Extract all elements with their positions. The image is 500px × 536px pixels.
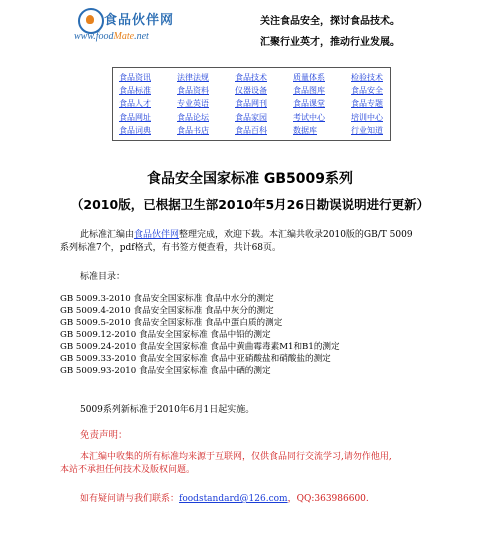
nav-link[interactable]: 仪器设备 (235, 86, 267, 96)
logo-url-mate: Mate (113, 31, 135, 42)
nav-link[interactable]: 考试中心 (293, 112, 325, 122)
standard-item: GB 5009.5-2010 食品安全国家标准 食品中蛋白质的测定 (60, 318, 283, 328)
nav-link[interactable]: 食品论坛 (177, 112, 209, 122)
nav-link[interactable]: 法律法规 (177, 73, 209, 82)
standard-item: GB 5009.3-2010 食品安全国家标准 食品中水分的测定 (60, 294, 274, 304)
nav-link[interactable]: 食品家园 (235, 112, 267, 122)
contact-email-link[interactable]: foodstandard@126.com (179, 494, 288, 504)
intro-part-1: 此标准汇编由 (80, 230, 135, 240)
standard-item: GB 5009.4-2010 食品安全国家标准 食品中灰分的测定 (60, 306, 274, 316)
disclaimer-text (60, 451, 450, 477)
nav-link[interactable]: 食品标准 (119, 86, 151, 96)
nav-link[interactable]: 食品百科 (235, 125, 267, 135)
nav-link[interactable]: 食品人才 (119, 99, 151, 109)
logo-url-prefix: www.food (74, 31, 114, 42)
page-header (60, 6, 460, 48)
nav-link[interactable]: 食品资讯 (119, 73, 151, 82)
nav-link[interactable]: 培训中心 (351, 112, 383, 122)
nav-link[interactable]: 数据库 (293, 125, 317, 135)
foodmate-link[interactable]: 食品伙伴网 (134, 230, 180, 240)
list-heading: 标准目录： (80, 272, 126, 282)
nav-link[interactable]: 食品网址 (119, 112, 151, 122)
nav-link[interactable]: 食品网刊 (235, 99, 267, 109)
effective-date-note: 5009系列新标准于2010年6月1日起实施。 (80, 405, 255, 415)
nav-link[interactable]: 行业知道 (351, 125, 383, 135)
tagline-1: 关注食品安全，探讨食品技术。 (260, 16, 400, 27)
nav-link[interactable]: 食品技术 (235, 73, 267, 82)
page-title: 食品安全国家标准 GB5009系列 (146, 171, 353, 187)
nav-grid (119, 72, 409, 137)
nav-link[interactable]: 食品安全 (351, 86, 383, 96)
nav-link[interactable]: 食品词典 (119, 125, 151, 135)
disclaimer-line-2: 本站不承担任何技术及版权问题。 (60, 465, 196, 475)
standard-item: GB 5009.93-2010 食品安全国家标准 食品中硒的测定 (60, 366, 271, 376)
contact-prefix: 如有疑问请与我们联系： (80, 494, 180, 504)
nav-link[interactable]: 食品专题 (351, 99, 383, 109)
disclaimer-line-1: 本汇编中收集的所有标准均来源于互联网，仅供食品同行交流学习,请勿作他用, (80, 452, 392, 462)
contact-suffix: ，QQ:363986600. (287, 494, 369, 504)
intro-paragraph (60, 229, 440, 255)
nav-link[interactable]: 食品书店 (177, 125, 209, 135)
logo-name[interactable]: 食品伙伴网 (104, 13, 175, 28)
nav-link[interactable]: 食品图库 (293, 86, 325, 96)
intro-line-2: 系列标准7个，pdf格式，有书签方便查看，共计68页。 (60, 243, 282, 253)
tagline-2: 汇聚行业英才，推动行业发展。 (260, 37, 400, 48)
nav-link[interactable]: 检验技术 (351, 73, 383, 82)
logo-url[interactable] (74, 31, 149, 42)
nav-link[interactable]: 食品资料 (177, 86, 209, 96)
page-subtitle: （2010版，已根据卫生部2010年5月26日勘误说明进行更新） (70, 197, 430, 212)
standards-list (60, 293, 340, 377)
nav-menu-box (112, 67, 391, 141)
nav-link[interactable]: 质量体系 (293, 73, 325, 82)
intro-line-1 (60, 229, 440, 242)
nav-link[interactable]: 专业英语 (177, 99, 209, 109)
standard-item: GB 5009.24-2010 食品安全国家标准 食品中黄曲霉毒素M1和B1的测定 (60, 342, 340, 352)
disclaimer-title: 免责声明： (80, 430, 128, 441)
standard-item: GB 5009.33-2010 食品安全国家标准 食品中亚硝酸盐和硝酸盐的测定 (60, 354, 331, 364)
standard-item: GB 5009.12-2010 食品安全国家标准 食品中铅的测定 (60, 330, 271, 340)
intro-part-2: 整理完成，欢迎下载。本汇编共收录2010版的GB/T 5009 (179, 230, 413, 240)
nav-link[interactable]: 食品课堂 (293, 99, 325, 109)
contact-line (80, 491, 369, 504)
logo-url-suffix: .net (134, 31, 149, 42)
